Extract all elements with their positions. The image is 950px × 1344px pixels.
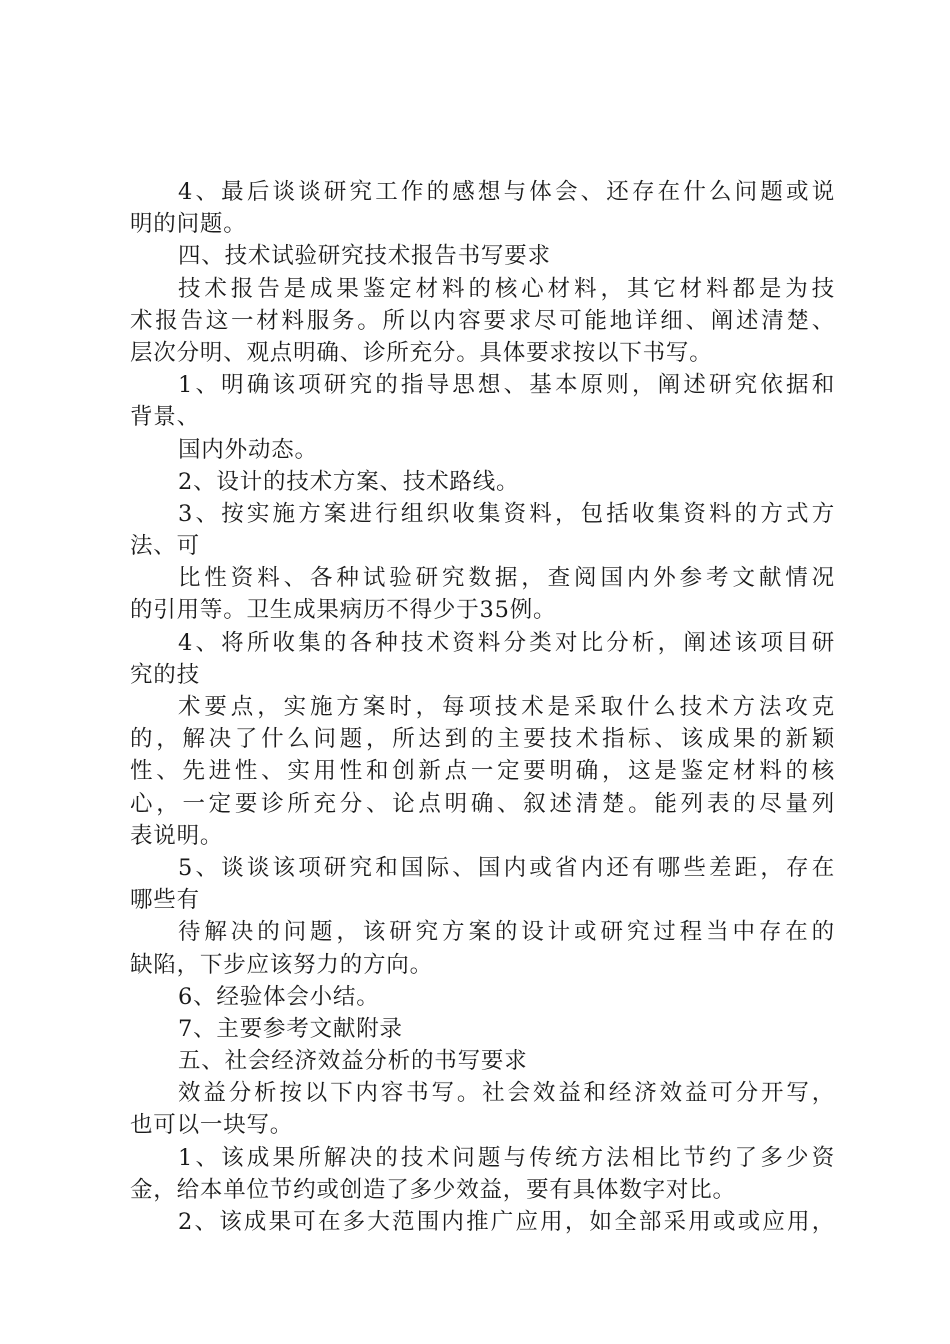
text-line: 2、设计的技术方案、技术路线。 bbox=[178, 468, 520, 495]
text-line: 1、明确该项研究的指导思想、基本原则，阐述研究依据和 bbox=[178, 372, 835, 399]
text-line: 4、将所收集的各种技术资料分类对比分析，阐述该项目研 bbox=[178, 629, 835, 656]
text-line: 四、技术试验研究技术报告书写要求 bbox=[178, 243, 551, 270]
text-line: 金，给本单位节约或创造了多少效益，要有具体数字对比。 bbox=[130, 1176, 736, 1203]
text-line: 层次分明、观点明确、诊所充分。具体要求按以下书写。 bbox=[130, 339, 713, 366]
text-line: 究的技 bbox=[130, 661, 200, 688]
text-line: 的引用等。卫生成果病历不得少于35例。 bbox=[130, 597, 557, 624]
text-line: 法、可 bbox=[130, 533, 200, 560]
text-line: 术要点，实施方案时，每项技术是采取什么技术方法攻克 bbox=[178, 694, 835, 720]
text-line: 4、最后谈谈研究工作的感想与体会、还存在什么问题或说 bbox=[178, 179, 835, 205]
text-line: 背景、 bbox=[130, 404, 200, 431]
document-body bbox=[130, 176, 835, 1238]
text-line: 心，一定要诊所充分、论点明确、叙述清楚。能列表的尽量列 bbox=[130, 790, 835, 817]
text-line: 国内外动态。 bbox=[178, 436, 318, 463]
text-line: 明的问题。 bbox=[130, 211, 247, 238]
text-line: 缺陷，下步应该努力的方向。 bbox=[130, 951, 433, 978]
text-line: 也可以一块写。 bbox=[130, 1112, 294, 1139]
text-line: 2、该成果可在多大范围内推广应用，如全部采用或或应用， bbox=[178, 1209, 835, 1235]
text-line: 技术报告是成果鉴定材料的核心材料，其它材料都是为技 bbox=[178, 275, 835, 302]
text-line: 5、谈谈该项研究和国际、国内或省内还有哪些差距，存在 bbox=[178, 854, 835, 881]
text-line: 术报告这一材料服务。所以内容要求尽可能地详细、阐述清楚、 bbox=[130, 307, 835, 334]
text-line: 1、该成果所解决的技术问题与传统方法相比节约了多少资 bbox=[178, 1144, 835, 1171]
text-line: 表说明。 bbox=[130, 822, 224, 849]
text-line: 五、社会经济效益分析的书写要求 bbox=[178, 1048, 528, 1075]
text-line: 效益分析按以下内容书写。社会效益和经济效益可分开写， bbox=[178, 1080, 835, 1107]
text-line: 6、经验体会小结。 bbox=[178, 983, 380, 1010]
text-line: 7、主要参考文献附录 bbox=[178, 1015, 403, 1042]
text-line: 性、先进性、实用性和创新点一定要明确，这是鉴定材料的核 bbox=[130, 758, 835, 785]
text-line: 待解决的问题，该研究方案的设计或研究过程当中存在的 bbox=[178, 919, 835, 946]
text-line: 哪些有 bbox=[130, 887, 200, 914]
text-line: 比性资料、各种试验研究数据，查阅国内外参考文献情况 bbox=[178, 565, 835, 592]
text-line: 的，解决了什么问题，所达到的主要技术指标、该成果的新颖 bbox=[130, 726, 835, 753]
text-line: 3、按实施方案进行组织收集资料，包括收集资料的方式方 bbox=[178, 500, 835, 527]
